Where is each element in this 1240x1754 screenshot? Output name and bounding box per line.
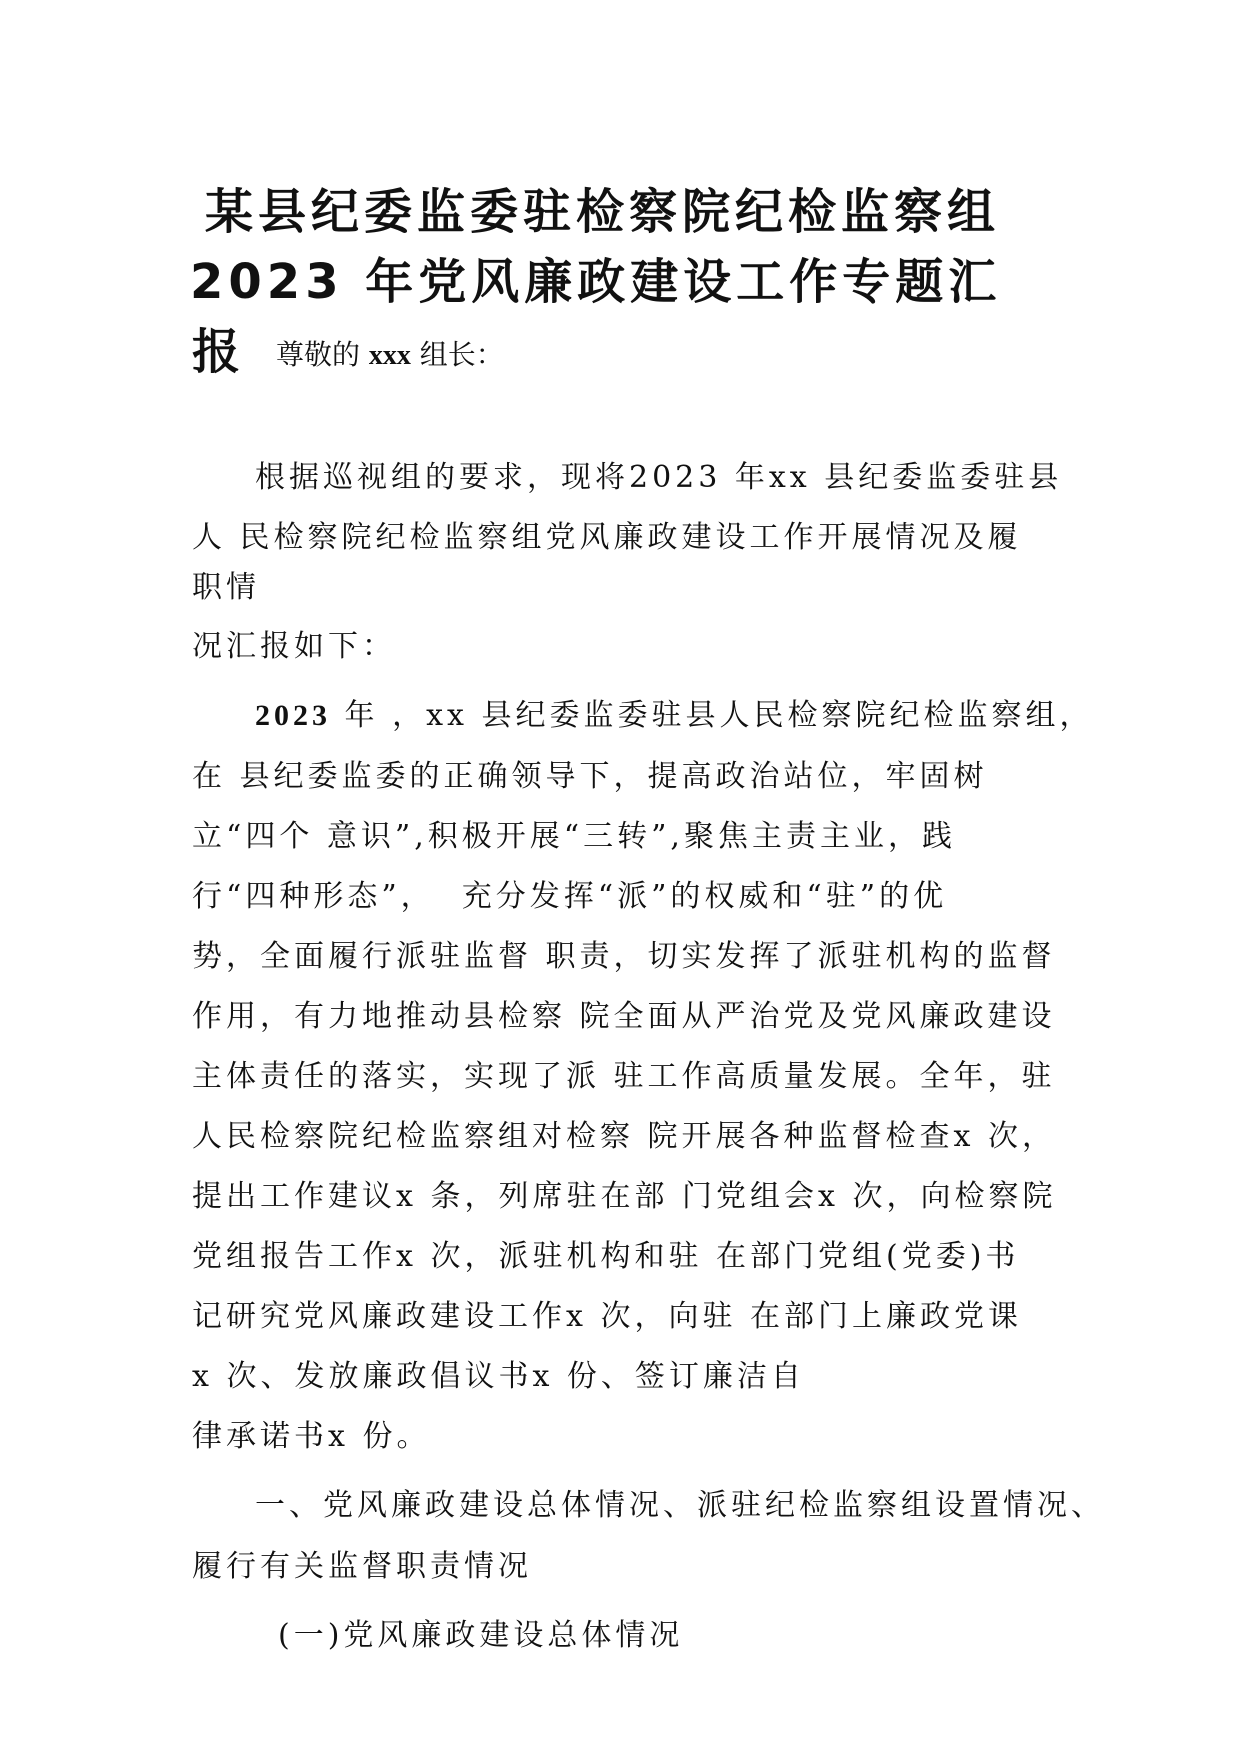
body-line: 主体责任的落实，实现了派 驻工作高质量发展。全年，驻 xyxy=(192,1059,1056,1094)
body-line: 提出工作建议x 条，列席驻在部 门党组会x 次，向检察院 xyxy=(192,1179,1057,1214)
body-line: 立“四个 意识”,积极开展“三转”,聚焦主责主业，践 xyxy=(192,819,956,854)
body-line: 作用，有力地推动县检察 院全面从严治党及党风廉政建设 xyxy=(192,999,1056,1034)
salutation-name: xxx xyxy=(368,340,411,371)
section-heading: 一、党风廉政建设总体情况、派驻纪检监察组设置情况、 xyxy=(255,1488,1105,1523)
title-line-1: 某县纪委监委驻检察院纪检监察组 xyxy=(205,184,1001,240)
body-line: 行“四种形态”， 充分发挥“派”的权威和“驻”的优 xyxy=(192,879,948,914)
body-line: 党组报告工作x 次，派驻机构和驻 在部门党组(党委)书 xyxy=(192,1239,1020,1274)
intro-line: 职情 xyxy=(192,570,260,605)
title-line-3: 报 xyxy=(192,324,246,380)
body-lead-year: 2023 xyxy=(255,699,331,732)
body-line-rest: 年 ，xx 县纪委监委驻县人民检察院纪检监察组， xyxy=(331,698,1094,733)
body-line: 在 县纪委监委的正确领导下，提高政治站位，牢固树 xyxy=(192,759,988,794)
body-line: 人民检察院纪检监察组对检察 院开展各种监督检查x 次， xyxy=(192,1119,1056,1154)
intro-line: 根据巡视组的要求，现将2023 年xx 县纪委监委驻县 xyxy=(255,460,1063,495)
salutation-prefix: 尊敬的 xyxy=(276,338,369,371)
body-line: x 次、发放廉政倡议书x 份、签订廉洁自 xyxy=(192,1359,805,1394)
body-line: 记研究党风廉政建设工作x 次，向驻 在部门上廉政党课 xyxy=(192,1299,1022,1334)
title-line-2: 2023 年党风廉政建设工作专题汇 xyxy=(190,254,1002,310)
intro-line: 人 民检察院纪检监察组党风廉政建设工作开展情况及履 xyxy=(192,520,1022,555)
body-line: 律承诺书x 份。 xyxy=(192,1419,431,1454)
body-line-first xyxy=(255,694,1093,738)
subsection-heading: (一)党风廉政建设总体情况 xyxy=(278,1618,684,1653)
salutation-suffix: 组长： xyxy=(410,338,504,371)
intro-line: 况汇报如下： xyxy=(192,629,396,664)
body-line: 势，全面履行派驻监督 职责，切实发挥了派驻机构的监督 xyxy=(192,939,1056,974)
section-heading: 履行有关监督职责情况 xyxy=(192,1549,532,1584)
salutation xyxy=(276,335,504,376)
